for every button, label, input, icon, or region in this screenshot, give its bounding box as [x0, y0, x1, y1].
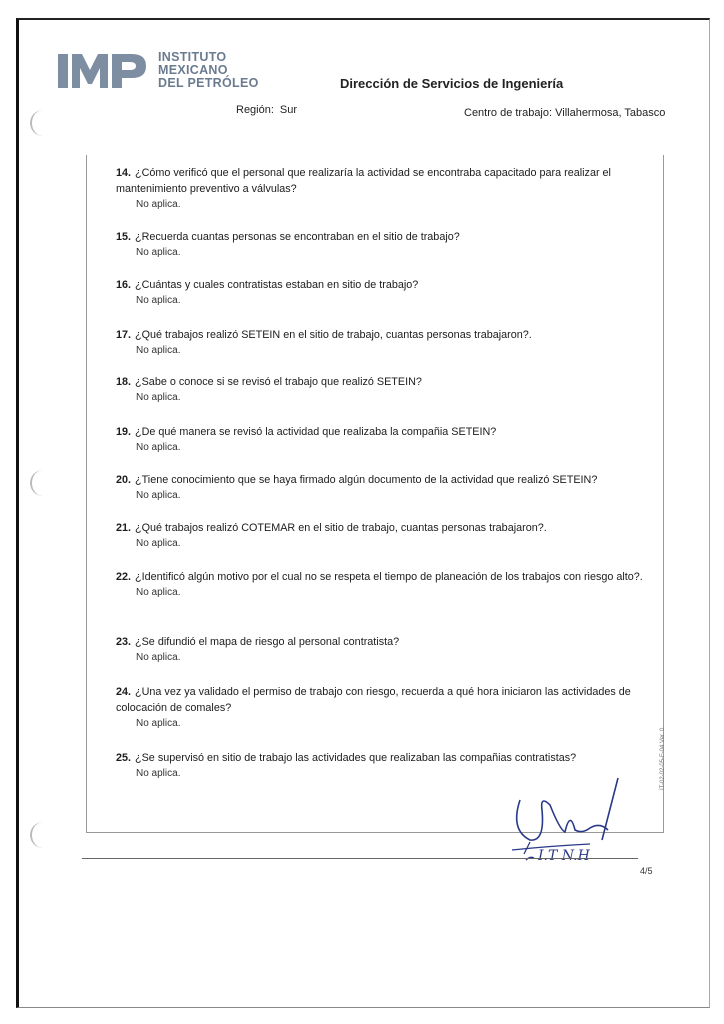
institute-line: MEXICANO [158, 62, 228, 77]
question-answer: No aplica. [136, 442, 181, 453]
question-number: 24. [116, 686, 132, 698]
question-text: ¿Cómo verificó que el personal que realizaría la actividad se encontraba capacitado para realizar el mantenimiento preventivo a válvulas? [116, 167, 611, 195]
svg-text:I.T N.H: I.T N.H [538, 848, 590, 864]
question-answer: No aplica. [136, 392, 181, 403]
page-title: Dirección de Servicios de Ingeniería [340, 76, 564, 91]
question-item [116, 277, 664, 309]
question-number: 14. [116, 167, 132, 179]
question-number: 17. [116, 329, 132, 341]
document-code: IT-02-02-05-F-04 Ver. 0 [660, 727, 666, 790]
question-item [116, 374, 664, 406]
question-answer: No aplica. [136, 345, 181, 356]
question-item [116, 165, 664, 213]
institute-line: DEL PETRÓLEO [158, 75, 259, 90]
question-answer: No aplica. [136, 295, 181, 306]
question-text: ¿De qué manera se revisó la actividad que realizaba la compañia SETEIN? [135, 426, 497, 438]
question-item [116, 229, 664, 261]
question-answer: No aplica. [136, 587, 181, 598]
handwritten-signature [490, 770, 630, 870]
question-text: ¿Qué trabajos realizó SETEIN en el sitio de trabajo, cuantas personas trabajaron?. [135, 329, 532, 341]
question-answer: No aplica. [136, 652, 181, 663]
question-item [116, 424, 664, 456]
question-text: ¿Se difundió el mapa de riesgo al personal contratista? [135, 636, 400, 648]
question-answer: No aplica. [136, 199, 181, 210]
question-text: ¿Recuerda cuantas personas se encontraban en el sitio de trabajo? [135, 231, 460, 243]
question-text: ¿Identificó algún motivo por el cual no se respeta el tiempo de planeación de los trabajos con riesgo alto?. [135, 571, 643, 583]
question-answer: No aplica. [136, 768, 181, 779]
region-value: Sur [279, 104, 298, 116]
institute-name [158, 51, 259, 90]
region [236, 104, 297, 116]
question-number: 16. [116, 279, 132, 291]
question-number: 22. [116, 571, 132, 583]
question-item [116, 472, 664, 504]
question-text: ¿Cuántas y cuales contratistas estaban en sitio de trabajo? [135, 279, 419, 291]
footer-rule [82, 858, 638, 859]
question-text: ¿Sabe o conoce si se revisó el trabajo que realizó SETEIN? [135, 376, 422, 388]
region-label: Región: [236, 104, 274, 116]
question-item [116, 520, 664, 552]
question-item [116, 327, 664, 359]
question-text: ¿Tiene conocimiento que se haya firmado algún documento de la actividad que realizó SETEIN? [135, 474, 598, 486]
question-number: 15. [116, 231, 132, 243]
question-text: ¿Una vez ya validado el permiso de trabajo con riesgo, recuerda a qué hora iniciaron las actividades de colocación de comales? [116, 686, 631, 714]
question-answer: No aplica. [136, 718, 181, 729]
imp-logo [58, 48, 259, 92]
question-item [116, 684, 664, 732]
question-answer: No aplica. [136, 247, 181, 258]
question-item [116, 634, 664, 666]
question-number: 25. [116, 752, 132, 764]
question-item [116, 569, 664, 601]
work-center: Centro de trabajo: Villahermosa, Tabasco [464, 107, 666, 119]
question-text: ¿Se supervisó en sitio de trabajo las actividades que realizaban las compañias contratistas? [135, 752, 577, 764]
page-number: 4/5 [640, 866, 653, 876]
question-text: ¿Qué trabajos realizó COTEMAR en el sitio de trabajo, cuantas personas trabajaron?. [135, 522, 547, 534]
question-answer: No aplica. [136, 538, 181, 549]
question-number: 19. [116, 426, 132, 438]
question-number: 20. [116, 474, 132, 486]
institute-line: INSTITUTO [158, 49, 227, 64]
question-number: 21. [116, 522, 132, 534]
question-answer: No aplica. [136, 490, 181, 501]
imp-logo-mark [58, 48, 152, 92]
question-number: 23. [116, 636, 132, 648]
question-number: 18. [116, 376, 132, 388]
